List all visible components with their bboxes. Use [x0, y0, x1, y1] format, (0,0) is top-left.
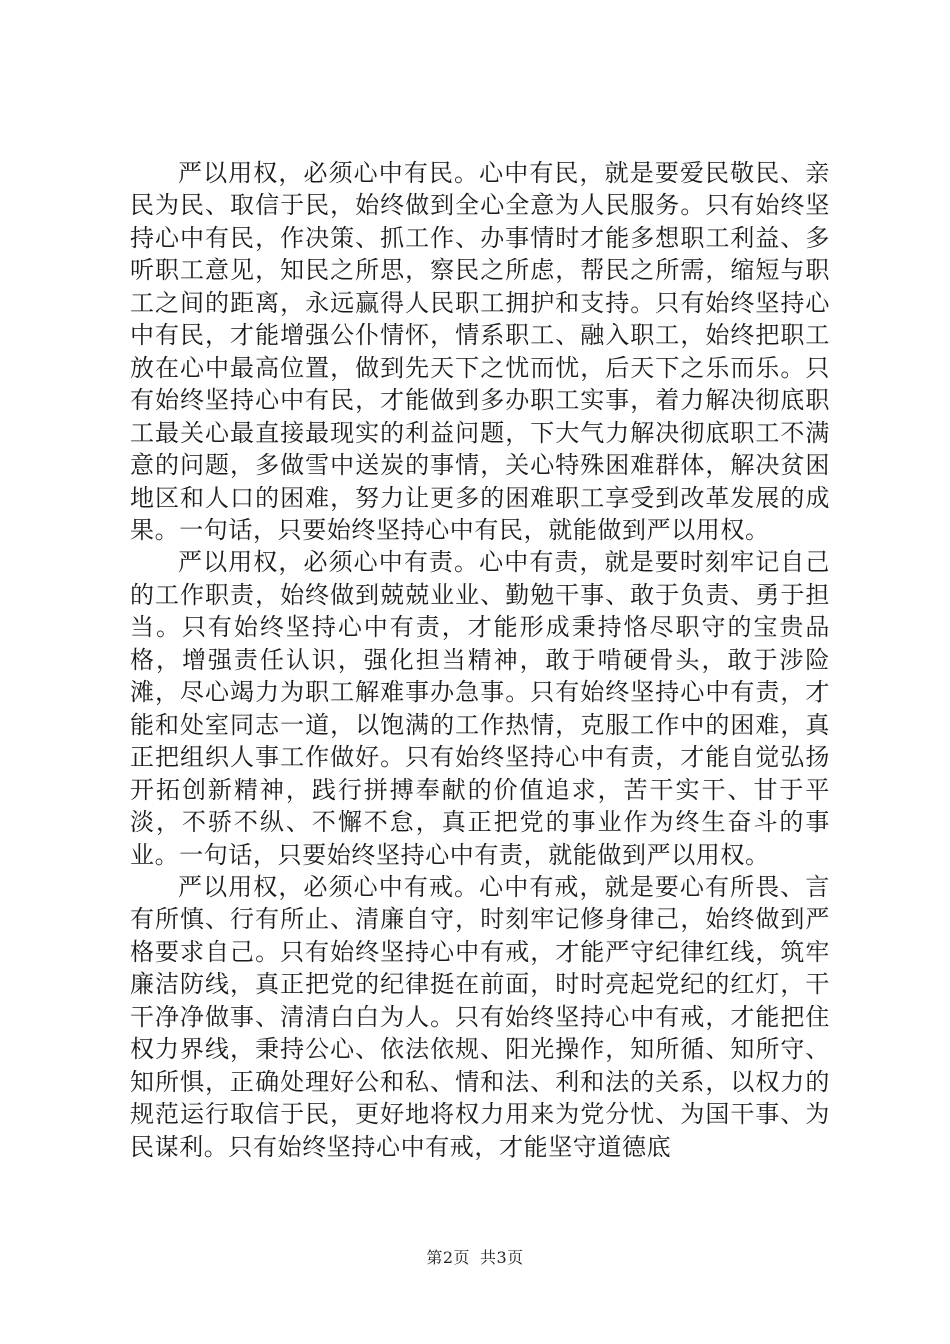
paragraph-xin-zhong-you-min: 严以用权，必须心中有民。心中有民，就是要爱民敬民、亲民为民、取信于民，始终做到全心全意为人民服务。只有始终坚持心中有民，作决策、抓工作、办事情时才能多想职工利益、多听职工意见，知民之所思，察民之所虑，帮民之所需，缩短与职工之间的距离，永远赢得人民职工拥护和支持。只有始终坚持心中有民，才能增强公仆情怀，情系职工、融入职工，始终把职工放在心中最高位置，做到先天下之忧而忧，后天下之乐而乐。只有始终坚持心中有民，才能做到多办职工实事，着力解决彻底职工最关心最直接最现实的利益问题，下大气力解决彻底职工不满意的问题，多做雪中送炭的事情，关心特殊困难群体，解决贫困地区和人口的困难，努力让更多的困难职工享受到改革发展的成果。一句话，只要始终坚持心中有民，就能做到严以用权。: [130, 159, 830, 544]
document-body: [130, 157, 830, 1163]
paragraph-xin-zhong-you-jie: 严以用权，必须心中有戒。心中有戒，就是要心有所畏、言有所慎、行有所止、清廉自守，时刻牢记修身律己，始终做到严格要求自己。只有始终坚持心中有戒，才能严守纪律红线，筑牢廉洁防线，真正把党的纪律挺在前面，时时亮起党纪的红灯，干干净净做事、清清白白为人。只有始终坚持心中有戒，才能把住权力界线，秉持公心、依法依规、阳光操作，知所循、知所守、知所惧，正确处理好公和私、情和法、利和法的关系，以权力的规范运行取信于民，更好地将权力用来为党分忧、为国干事、为民谋利。只有始终坚持心中有戒，才能坚守道德底: [130, 872, 830, 1161]
paragraph-xin-zhong-you-ze: 严以用权，必须心中有责。心中有责，就是要时刻牢记自己的工作职责，始终做到兢兢业业、勤勉干事、敢于负责、勇于担当。只有始终坚持心中有责，才能形成秉持恪尽职守的宝贵品格，增强责任认识，强化担当精神，敢于啃硬骨头，敢于涉险滩，尽心竭力为职工解难事办急事。只有始终坚持心中有责，才能和处室同志一道，以饱满的工作热情，克服工作中的困难，真正把组织人事工作做好。只有始终坚持心中有责，才能自觉弘扬开拓创新精神，践行拼搏奉献的价值追求，苦干实干、甘于平淡，不骄不纵、不懈不怠，真正把党的事业作为终生奋斗的事业。一句话，只要始终坚持心中有责，就能做到严以用权。: [130, 548, 830, 869]
page-number: 第2页: [426, 1248, 470, 1267]
page-footer: [0, 1245, 950, 1268]
page-total: 共3页: [480, 1248, 524, 1267]
